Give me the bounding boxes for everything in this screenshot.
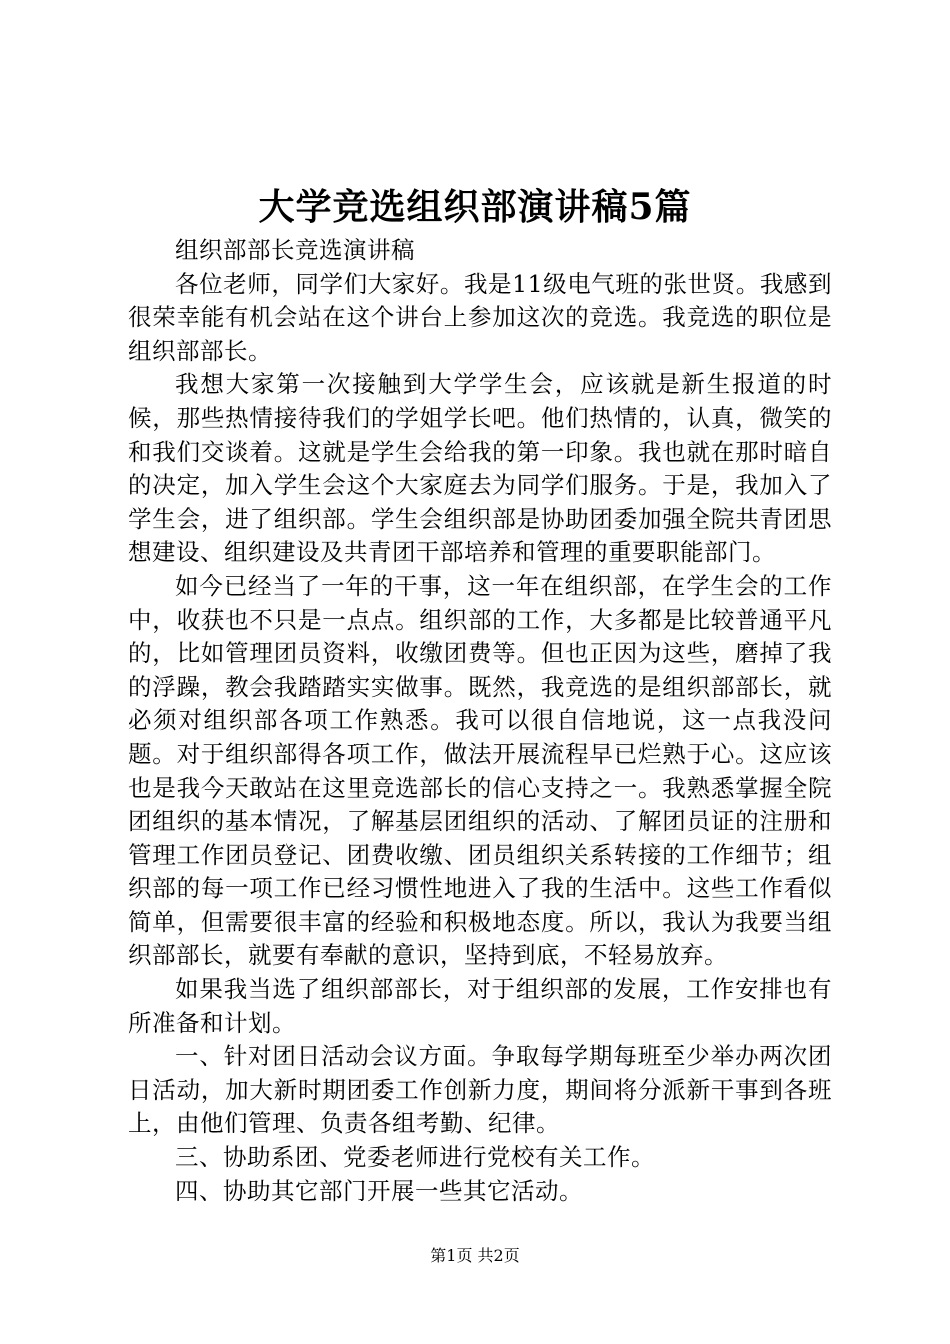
paragraph: 四、协助其它部门开展一些其它活动。 [175, 1176, 583, 1205]
document-title: 大学竞选组织部演讲稿5篇 [258, 186, 692, 228]
paragraph: 如果我当选了组织部部长，对于组织部的发展，工作安排也有所准备和计划。 [128, 975, 832, 1037]
paragraph: 如今已经当了一年的干事，这一年在组织部，在学生会的工作中，收获也不只是一点点。组织部的工作，大多都是比较普通平凡的，比如管理团员资料，收缴团费等。但也正因为这些，磨掉了我的浮躁，教会我踏踏实实做事。既然，我竞选的是组织部部长，就必须对组织部各项工作熟悉。我可以很自信地说，这一点我没问题。对于组织部得各项工作，做法开展流程早已烂熟于心。这应该也是我今天敢站在这里竞选部长的信心支持之一。我熟悉掌握全院团组织的基本情况，了解基层团组织的活动、了解团员证的注册和管理工作团员登记、团费收缴、团员组织关系转接的工作细节；组织部的每一项工作已经习惯性地进入了我的生活中。这些工作看似简单，但需要很丰富的经验和积极地态度。所以，我认为我要当组织部部长，就要有奉献的意识，坚持到底，不轻易放弃。 [128, 571, 832, 970]
page-number-footer: 第1页 共2页 [430, 1246, 520, 1265]
document-body [128, 234, 832, 1208]
paragraph: 三、协助系团、党委老师进行党校有关工作。 [175, 1143, 655, 1172]
paragraph-subtitle: 组织部部长竞选演讲稿 [175, 236, 415, 264]
paragraph: 我想大家第一次接触到大学学生会，应该就是新生报道的时候，那些热情接待我们的学姐学长吧。他们热情的，认真，微笑的和我们交谈着。这就是学生会给我的第一印象。我也就在那时暗自的决定，加入学生会这个大家庭去为同学们服务。于是，我加入了学生会，进了组织部。学生会组织部是协助团委加强全院共青团思想建设、组织建设及共青团干部培养和管理的重要职能部门。 [128, 370, 832, 567]
paragraph: 一、针对团日活动会议方面。争取每学期每班至少举办两次团日活动，加大新时期团委工作创新力度，期间将分派新干事到各班上，由他们管理、负责各组考勤、纪律。 [128, 1042, 832, 1138]
paragraph: 各位老师，同学们大家好。我是11级电气班的张世贤。我感到很荣幸能有机会站在这个讲台上参加这次的竞选。我竞选的职位是组织部部长。 [128, 269, 832, 365]
